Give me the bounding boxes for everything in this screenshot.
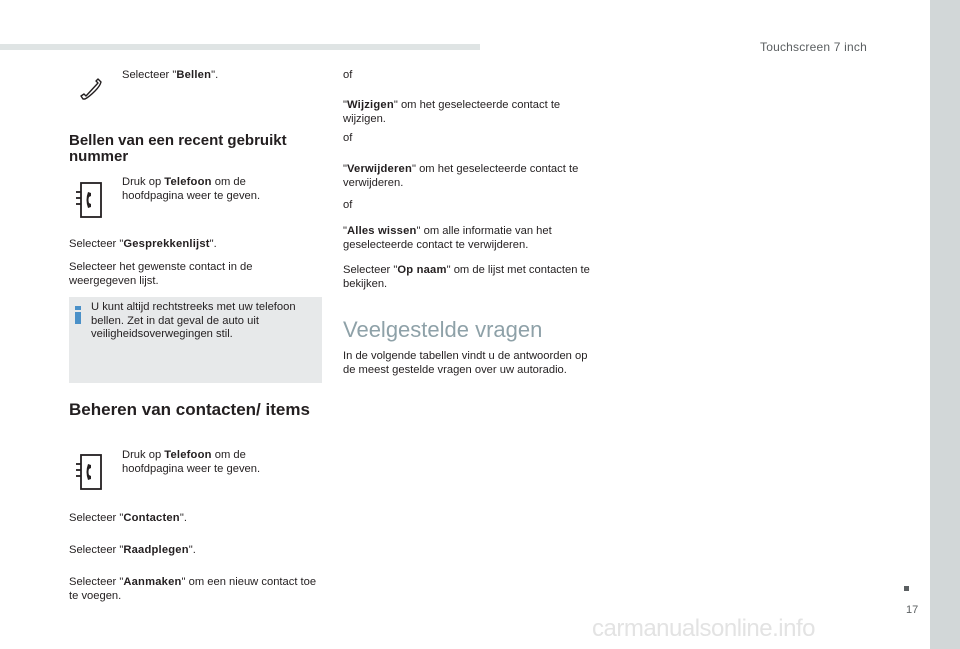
section-title-contacten: Beheren van contacten/ items	[69, 400, 310, 419]
header-rule	[0, 44, 480, 50]
watermark: carmanualsonline.info	[592, 615, 815, 642]
step-gesprekkenlijst: Selecteer "Gesprekkenlijst".	[69, 238, 217, 250]
step-bellen: Selecteer "Bellen".	[122, 69, 219, 81]
page-header-title: Touchscreen 7 inch	[760, 40, 867, 54]
page-edge-tab	[930, 0, 960, 649]
page-number: 17	[906, 604, 919, 616]
page-marker	[904, 586, 909, 591]
option-alles-wissen: "Alles wissen" om alle informatie van het geselecteerde contact te verwijderen.	[343, 225, 552, 251]
step-contacten: Selecteer "Contacten".	[69, 512, 187, 524]
step-op-naam: Selecteer "Op naam" om de lijst met contacten te bekijken.	[343, 264, 590, 290]
step-aanmaken: Selecteer "Aanmaken" om een nieuw contact toe te voegen.	[69, 576, 317, 602]
faq-title: Veelgestelde vragen	[343, 317, 543, 342]
or-text: of	[343, 132, 353, 144]
handset-icon	[78, 75, 104, 105]
or-text: of	[343, 199, 353, 211]
section-title-recent: Bellen van een recent gebruikt nummer	[69, 132, 287, 165]
phone-icon	[75, 182, 103, 218]
step-raadplegen: Selecteer "Raadplegen".	[69, 544, 196, 556]
option-wijzigen: "Wijzigen" om het geselecteerde contact te wijzigen.	[343, 99, 561, 125]
step-telefoon-2: Druk op Telefoon om de hoofdpagina weer te geven.	[122, 449, 261, 475]
step-contact-select: Selecteer het gewenste contact in de weergegeven lijst.	[69, 261, 253, 287]
step-telefoon-1: Druk op Telefoon om de hoofdpagina weer te geven.	[122, 176, 261, 202]
option-verwijderen: "Verwijderen" om het geselecteerde contact te verwijderen.	[343, 163, 579, 189]
info-note-text: U kunt altijd rechtstreeks met uw telefoon bellen. Zet in dat geval de auto uit veiligheidsoverwegingen stil.	[91, 301, 296, 340]
phone-icon	[75, 454, 103, 490]
info-icon	[75, 306, 81, 324]
or-text: of	[343, 69, 353, 81]
faq-text: In de volgende tabellen vindt u de antwoorden op de meest gestelde vragen over uw autoradio.	[343, 350, 588, 376]
